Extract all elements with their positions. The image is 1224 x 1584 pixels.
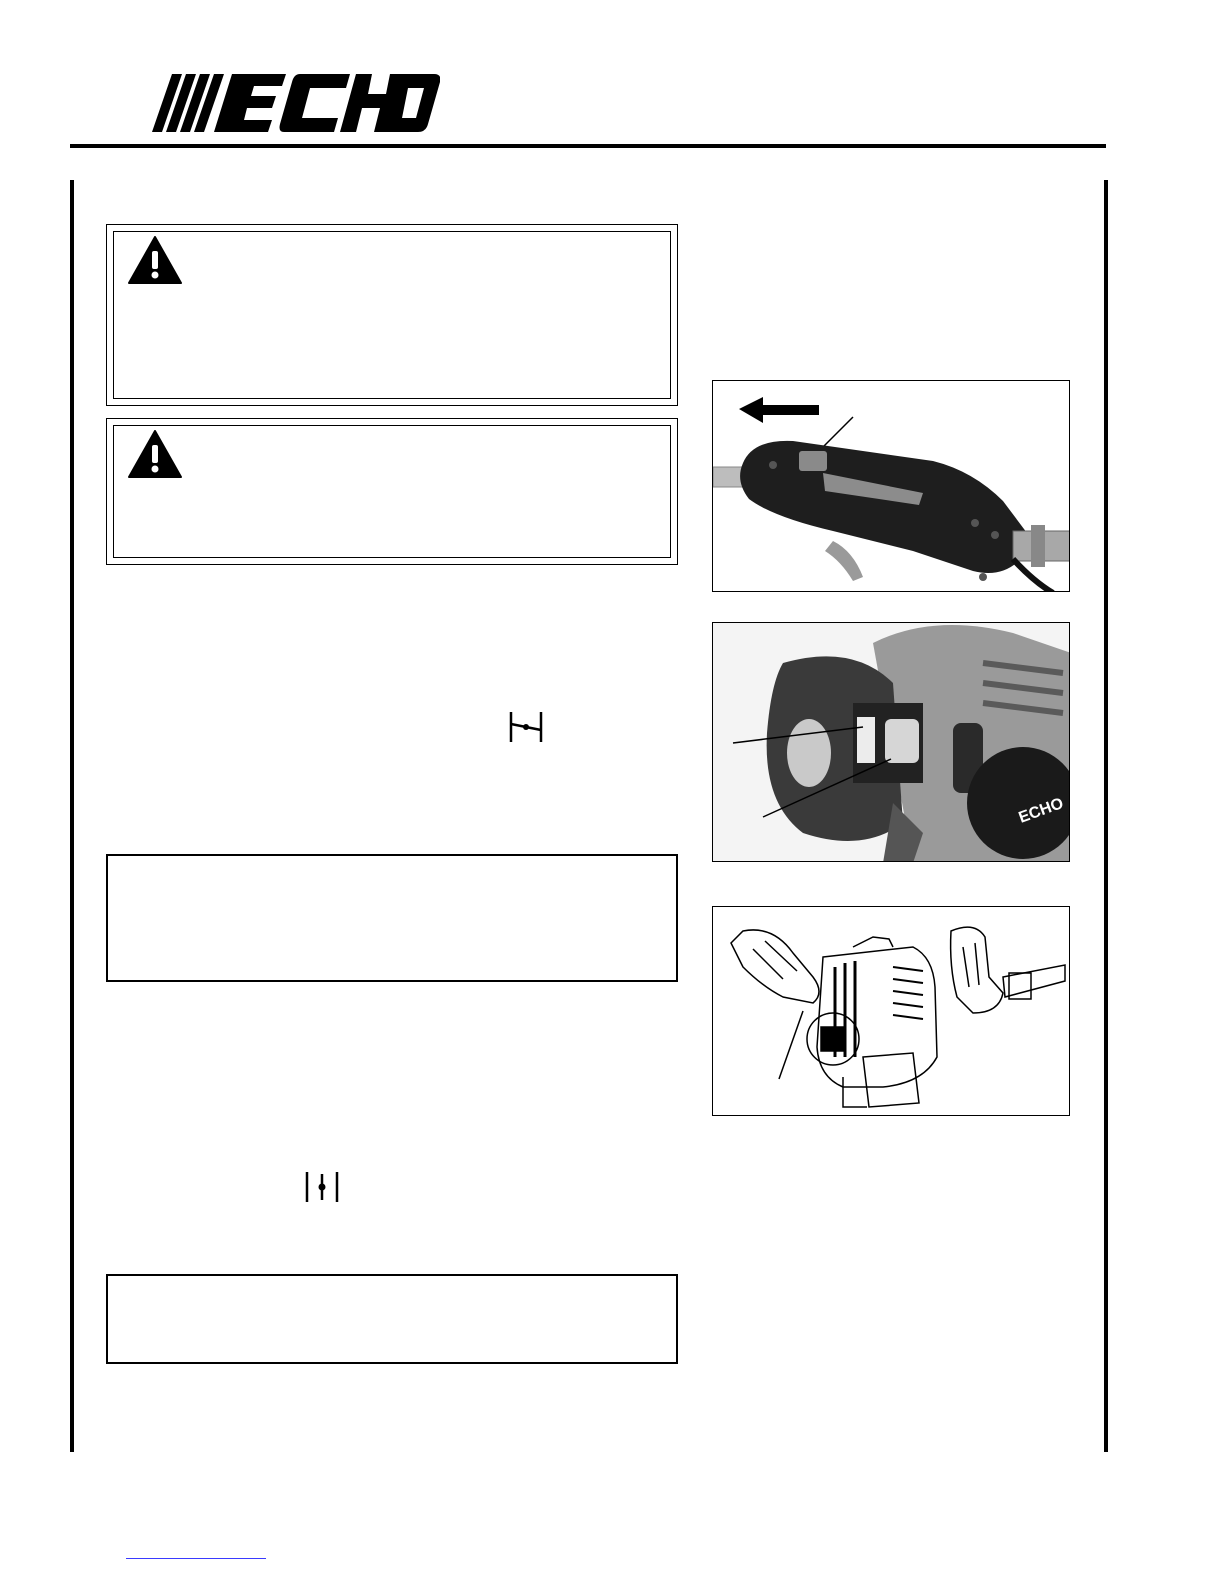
warning-triangle-icon: [127, 429, 183, 479]
echo-logo: [150, 70, 440, 136]
engine-brand-label: ECHO: [1016, 794, 1066, 827]
right-margin-rule: [1104, 180, 1108, 1452]
left-arrow-icon: [739, 397, 819, 423]
note-box-1: [106, 854, 678, 982]
header-rule: [70, 144, 1106, 148]
throttle-handle-figure: [712, 380, 1070, 592]
throttle-handle-photo: [713, 381, 1070, 592]
starting-position-illustration: [713, 907, 1070, 1116]
carburetor-choke-photo: [713, 623, 1070, 862]
registered-mark: ®: [406, 116, 417, 132]
carburetor-figure: [712, 622, 1070, 862]
warning-box-2-inner: [113, 425, 671, 558]
warning-box-2: [106, 418, 678, 565]
warning-box-1-inner: [113, 231, 671, 399]
note-box-2: [106, 1274, 678, 1364]
choke-open-symbol-icon: [304, 1170, 340, 1204]
warning-triangle-icon: [127, 235, 183, 285]
left-margin-rule: [70, 180, 74, 1452]
warning-box-1: [106, 224, 678, 406]
choke-closed-symbol-icon: [508, 710, 544, 744]
starting-figure: [712, 906, 1070, 1116]
footer-link-underline: [126, 1558, 266, 1559]
